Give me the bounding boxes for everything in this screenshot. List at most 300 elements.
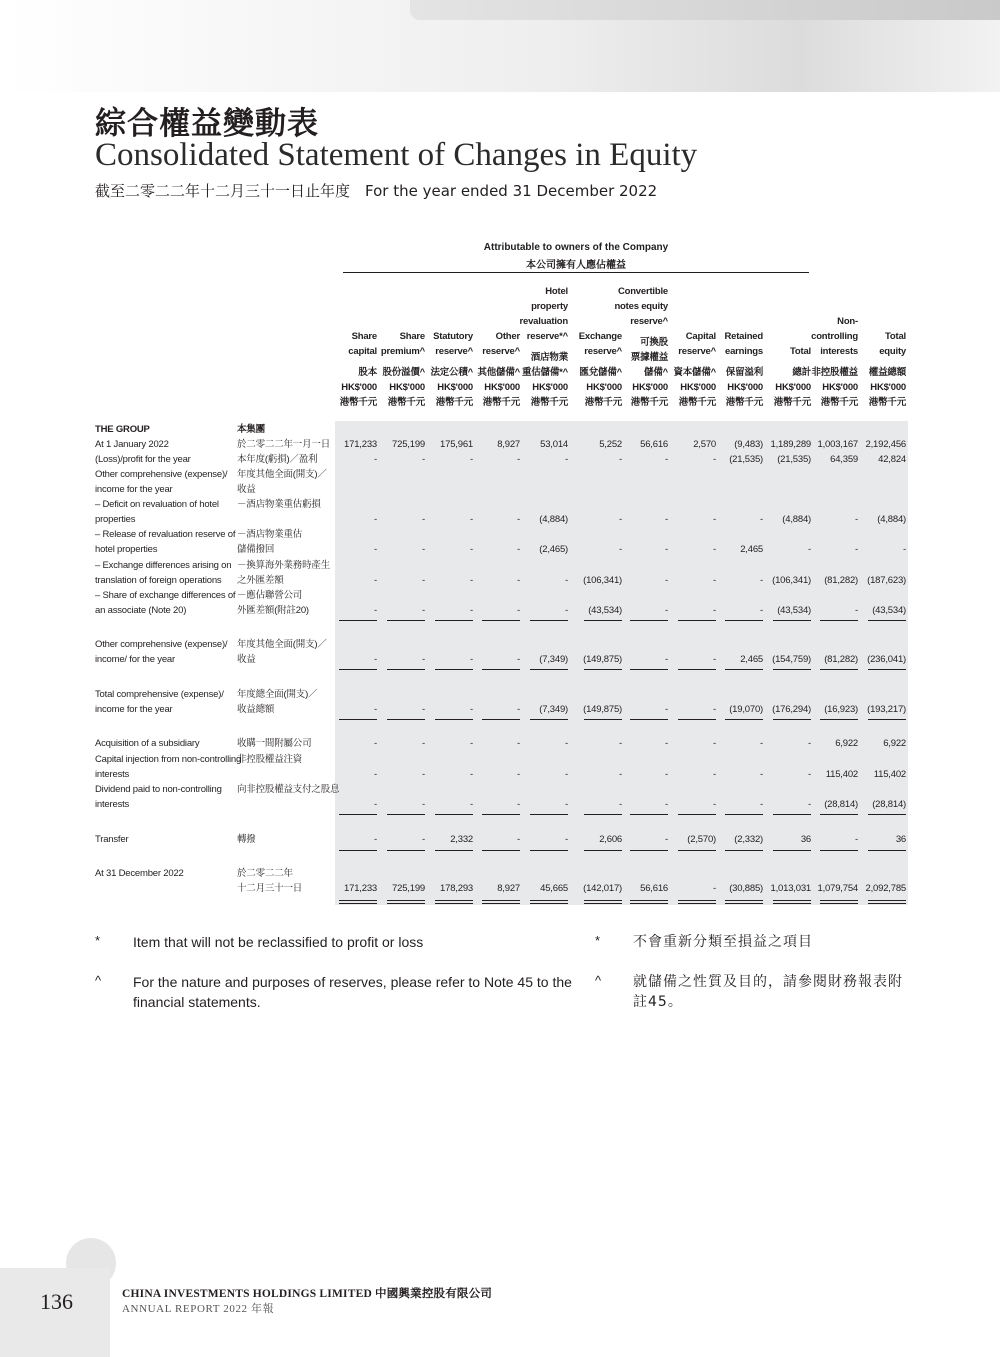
column-header-zh-line: 港幣千元 xyxy=(678,397,716,408)
column-rule xyxy=(725,669,763,670)
table-cell: - xyxy=(903,544,906,555)
table-cell: - xyxy=(808,738,811,749)
column-header-zh-line: 港幣千元 xyxy=(820,397,858,408)
table-cell: - xyxy=(665,575,668,586)
table-cell: - xyxy=(470,738,473,749)
column-rule xyxy=(678,850,716,851)
table-cell: 36 xyxy=(895,834,906,845)
note-text-zh: 就儲備之性質及目的，請參閱財務報表附註45。 xyxy=(633,974,903,1010)
row-label-en: Other comprehensive (expense)/ xyxy=(95,469,228,480)
column-header-zh-line: 權益總額 xyxy=(868,367,906,378)
table-cell: - xyxy=(760,605,763,616)
column-header-zh-line: 港幣千元 xyxy=(339,397,377,408)
row-label-zh: 收購一間附屬公司 xyxy=(237,738,312,749)
table-cell: 1,013,031 xyxy=(770,883,811,894)
column-header-zh-line: 港幣千元 xyxy=(435,397,473,408)
column-rule xyxy=(773,620,811,621)
column-header-zh-line: 酒店物業 xyxy=(530,352,568,363)
table-cell: - xyxy=(374,544,377,555)
column-header-zh-line: HK$'000 xyxy=(389,382,425,393)
column-double-rule xyxy=(482,900,520,904)
column-header-en-line: Capital xyxy=(685,331,716,342)
row-label-en: Transfer xyxy=(95,834,129,845)
table-cell: - xyxy=(808,544,811,555)
attributable-heading-zh: 本公司擁有人應佔權益 xyxy=(526,260,626,271)
table-cell: 2,092,785 xyxy=(865,883,906,894)
table-cell: (21,535) xyxy=(777,454,811,465)
table-cell: - xyxy=(855,605,858,616)
note-mark-en: * xyxy=(95,933,101,948)
column-header-zh-line: 股本 xyxy=(358,367,377,378)
row-label-zh: 十二月三十一日 xyxy=(237,883,303,894)
column-rule xyxy=(678,669,716,670)
table-cell: 175,961 xyxy=(440,439,473,450)
column-header-zh-line: HK$'000 xyxy=(532,382,568,393)
column-rule xyxy=(773,814,811,815)
row-label-zh: 收益總額 xyxy=(237,704,275,715)
column-header-en-line: Non- xyxy=(837,316,858,327)
table-cell: - xyxy=(619,514,622,525)
column-rule xyxy=(339,719,377,720)
table-cell: - xyxy=(713,454,716,465)
table-cell: - xyxy=(517,514,520,525)
table-cell: 115,402 xyxy=(825,769,858,780)
column-rule xyxy=(820,620,858,621)
column-rule xyxy=(584,814,622,815)
row-label-zh: 收益 xyxy=(237,654,256,665)
column-rule xyxy=(530,620,568,621)
row-label-zh: 儲備撥回 xyxy=(237,544,275,555)
column-rule xyxy=(868,620,906,621)
table-cell: (193,217) xyxy=(867,704,906,715)
table-cell: (2,570) xyxy=(687,834,716,845)
table-cell: 1,189,289 xyxy=(770,439,811,450)
column-rule xyxy=(725,814,763,815)
column-rule xyxy=(482,669,520,670)
column-header-zh-line: 港幣千元 xyxy=(773,397,811,408)
column-rule xyxy=(820,850,858,851)
row-label-zh: 非控股權益注資 xyxy=(237,754,303,765)
column-rule xyxy=(725,850,763,851)
table-cell: 171,233 xyxy=(344,439,377,450)
table-cell: - xyxy=(374,654,377,665)
column-header-zh-line: HK$'000 xyxy=(870,382,906,393)
table-cell: - xyxy=(374,454,377,465)
table-cell: 1,079,754 xyxy=(817,883,858,894)
column-rule xyxy=(435,814,473,815)
row-label-en: – Release of revaluation reserve of xyxy=(95,529,236,540)
column-rule xyxy=(678,620,716,621)
table-cell: (106,341) xyxy=(583,575,622,586)
column-rule xyxy=(482,814,520,815)
table-cell: - xyxy=(422,654,425,665)
table-cell: - xyxy=(665,544,668,555)
table-cell: 6,922 xyxy=(835,738,858,749)
column-header-en-line: reserve^ xyxy=(435,346,473,357)
column-double-rule xyxy=(387,900,425,904)
column-rule xyxy=(773,719,811,720)
column-rule xyxy=(820,814,858,815)
column-rule xyxy=(530,850,568,851)
table-cell: - xyxy=(760,799,763,810)
column-header-zh-line: 重估儲備*^ xyxy=(521,367,568,378)
column-header-en-line: notes equity xyxy=(614,301,668,312)
attributable-heading-en: Attributable to owners of the Company xyxy=(483,242,669,253)
column-rule xyxy=(435,850,473,851)
row-label-zh: －酒店物業重估 xyxy=(237,529,303,540)
column-header-zh-line: HK$'000 xyxy=(680,382,716,393)
note-text-zh: 不會重新分類至損益之項目 xyxy=(633,934,813,950)
row-label-zh: 於二零二二年一月一日 xyxy=(237,439,331,450)
table-cell: (2,465) xyxy=(539,544,568,555)
column-rule xyxy=(530,814,568,815)
table-cell: 56,616 xyxy=(640,883,668,894)
table-cell: - xyxy=(374,514,377,525)
row-label-zh: 外匯差額(附註20) xyxy=(237,605,309,616)
column-header-zh-line: 儲備^ xyxy=(644,367,668,378)
column-header-zh-line: HK$'000 xyxy=(437,382,473,393)
table-cell: - xyxy=(517,605,520,616)
row-label-zh: 本年度(虧損)／盈利 xyxy=(237,454,318,465)
table-cell: 6,922 xyxy=(883,738,906,749)
table-cell: - xyxy=(422,544,425,555)
table-cell: - xyxy=(713,514,716,525)
column-header-en-line: reserve*^ xyxy=(526,331,568,342)
column-rule xyxy=(725,620,763,621)
table-cell: - xyxy=(470,454,473,465)
column-header-en-line: Retained xyxy=(724,331,763,342)
row-label-en: an associate (Note 20) xyxy=(95,605,187,616)
column-rule xyxy=(630,850,668,851)
row-label-zh: －應佔聯營公司 xyxy=(237,590,303,601)
column-header-zh-line: 可換股 xyxy=(640,337,668,348)
table-cell: - xyxy=(517,738,520,749)
table-cell: (4,884) xyxy=(782,514,811,525)
table-cell: - xyxy=(374,769,377,780)
table-cell: - xyxy=(713,883,716,894)
table-cell: 115,402 xyxy=(873,769,906,780)
note-mark-zh: ^ xyxy=(595,973,602,988)
column-header-en-line: premium^ xyxy=(380,346,425,357)
table-cell: (7,349) xyxy=(539,654,568,665)
table-cell: 2,192,456 xyxy=(865,439,906,450)
table-cell: - xyxy=(619,454,622,465)
table-cell: 2,606 xyxy=(599,834,622,845)
column-rule xyxy=(387,620,425,621)
table-cell: - xyxy=(470,704,473,715)
table-cell: - xyxy=(855,544,858,555)
column-header-en-line: capital xyxy=(348,346,377,357)
table-cell: - xyxy=(374,704,377,715)
table-cell: - xyxy=(713,704,716,715)
column-rule xyxy=(725,719,763,720)
table-cell: - xyxy=(374,738,377,749)
column-rule xyxy=(630,814,668,815)
table-cell: (149,875) xyxy=(583,654,622,665)
table-cell: 8,927 xyxy=(497,439,520,450)
row-label-en: income for the year xyxy=(95,704,173,715)
row-label-en: translation of foreign operations xyxy=(95,575,222,586)
table-cell: - xyxy=(665,514,668,525)
column-rule xyxy=(387,669,425,670)
table-cell: - xyxy=(760,738,763,749)
column-rule xyxy=(339,620,377,621)
row-label-en: Other comprehensive (expense)/ xyxy=(95,639,228,650)
table-cell: 1,003,167 xyxy=(817,439,858,450)
row-label-en: – Share of exchange differences of xyxy=(95,590,236,601)
row-label-zh: 之外匯差額 xyxy=(237,575,284,586)
column-header-en xyxy=(879,329,906,359)
column-rule xyxy=(584,850,622,851)
column-double-rule xyxy=(773,900,811,904)
column-header-zh-line: HK$'000 xyxy=(822,382,858,393)
table-cell: (28,814) xyxy=(824,799,858,810)
table-cell: - xyxy=(422,769,425,780)
table-cell: - xyxy=(517,834,520,845)
table-cell: 171,233 xyxy=(344,883,377,894)
row-label-en: Dividend paid to non-controlling xyxy=(95,784,222,795)
column-header-zh-line: 保留溢利 xyxy=(725,367,763,378)
table-cell: - xyxy=(808,769,811,780)
table-cell: - xyxy=(760,769,763,780)
table-cell: (19,070) xyxy=(729,704,763,715)
note-mark-en: ^ xyxy=(95,973,102,988)
table-cell: - xyxy=(470,799,473,810)
table-cell: 8,927 xyxy=(497,883,520,894)
table-cell: - xyxy=(619,799,622,810)
table-cell: - xyxy=(855,834,858,845)
column-header-en-line: Other xyxy=(495,331,520,342)
column-header-en-line: controlling xyxy=(811,331,858,342)
column-rule xyxy=(868,669,906,670)
column-rule xyxy=(868,850,906,851)
column-header-en-line: reserve^ xyxy=(584,346,622,357)
table-cell: - xyxy=(565,454,568,465)
column-header-zh-line: 港幣千元 xyxy=(387,397,425,408)
table-cell: 5,252 xyxy=(599,439,622,450)
column-header-en-line: interests xyxy=(820,346,858,357)
table-cell: - xyxy=(470,514,473,525)
row-label-en: (Loss)/profit for the year xyxy=(95,454,191,465)
table-cell: - xyxy=(517,454,520,465)
row-label-zh: －酒店物業重估虧損 xyxy=(237,499,321,510)
column-header-en-line: reserve^ xyxy=(482,346,520,357)
column-double-rule xyxy=(630,900,668,904)
column-header-en-line: earnings xyxy=(725,346,763,357)
column-rule xyxy=(630,719,668,720)
table-cell: 36 xyxy=(800,834,811,845)
table-cell: - xyxy=(713,799,716,810)
table-cell: - xyxy=(713,544,716,555)
table-cell: (43,534) xyxy=(777,605,811,616)
table-cell: - xyxy=(565,575,568,586)
header-band-accent xyxy=(410,0,1000,20)
table-cell: 2,465 xyxy=(740,654,763,665)
table-cell: (43,534) xyxy=(872,605,906,616)
table-cell: 2,570 xyxy=(693,439,716,450)
table-cell: (21,535) xyxy=(729,454,763,465)
footer-company: CHINA INVESTMENTS HOLDINGS LIMITED 中國興業控股有限公司 xyxy=(122,1288,493,1300)
table-cell: - xyxy=(760,514,763,525)
column-header-zh-line: 匯兌儲備^ xyxy=(579,367,622,378)
table-cell: - xyxy=(517,769,520,780)
table-cell: - xyxy=(517,704,520,715)
row-label-en: Total comprehensive (expense)/ xyxy=(95,689,224,700)
row-label-en: income/ for the year xyxy=(95,654,175,665)
row-label-en: properties xyxy=(95,514,136,525)
column-rule xyxy=(435,719,473,720)
table-cell: - xyxy=(470,654,473,665)
column-rule xyxy=(820,719,858,720)
column-header-zh-line: 其他儲備^ xyxy=(477,367,520,378)
column-header-zh-line: HK$'000 xyxy=(586,382,622,393)
column-header-zh-line: 資本儲備^ xyxy=(673,367,716,378)
table-cell: 2,332 xyxy=(450,834,473,845)
table-cell: (106,341) xyxy=(772,575,811,586)
row-label-en: At 1 January 2022 xyxy=(95,439,169,450)
column-rule xyxy=(435,620,473,621)
column-double-rule xyxy=(339,900,377,904)
page-title-en: Consolidated Statement of Changes in Equity xyxy=(95,137,698,173)
column-rule xyxy=(482,620,520,621)
table-cell: - xyxy=(470,605,473,616)
table-cell: 725,199 xyxy=(392,883,425,894)
table-cell: - xyxy=(665,454,668,465)
table-cell: (43,534) xyxy=(588,605,622,616)
row-label-en: At 31 December 2022 xyxy=(95,868,184,879)
table-cell: - xyxy=(470,769,473,780)
column-rule xyxy=(339,669,377,670)
table-cell: 42,824 xyxy=(878,454,906,465)
column-header-en-line: revaluation xyxy=(519,316,568,327)
table-cell: (81,282) xyxy=(824,654,858,665)
column-header-en-line: Share xyxy=(351,331,377,342)
table-cell: (236,041) xyxy=(867,654,906,665)
table-cell: - xyxy=(713,575,716,586)
row-label-zh: 年度其他全面(開支)／ xyxy=(237,469,327,480)
table-cell: (4,884) xyxy=(877,514,906,525)
table-cell: - xyxy=(470,544,473,555)
column-header-zh xyxy=(869,365,906,410)
table-cell: - xyxy=(665,799,668,810)
column-double-rule xyxy=(725,900,763,904)
column-rule xyxy=(387,719,425,720)
row-label-zh: －換算海外業務時產生 xyxy=(237,560,331,571)
row-label-en: hotel properties xyxy=(95,544,158,555)
table-cell: - xyxy=(713,769,716,780)
row-label-zh: 年度總全面(開支)／ xyxy=(237,689,318,700)
column-rule xyxy=(773,669,811,670)
column-header-en-line: equity xyxy=(879,346,906,357)
column-double-rule xyxy=(530,900,568,904)
column-rule xyxy=(678,814,716,815)
column-header-zh-line: HK$'000 xyxy=(484,382,520,393)
table-cell: - xyxy=(422,605,425,616)
table-cell: - xyxy=(855,514,858,525)
column-header-zh-line: 總計 xyxy=(792,367,811,378)
column-header-zh-line: 港幣千元 xyxy=(530,397,568,408)
table-cell: - xyxy=(665,605,668,616)
table-cell: (187,623) xyxy=(867,575,906,586)
row-label-en: interests xyxy=(95,799,130,810)
table-cell: - xyxy=(565,834,568,845)
table-cell: - xyxy=(565,769,568,780)
row-label-en: Capital injection from non-controlling xyxy=(95,754,242,765)
row-label-en: – Deficit on revaluation of hotel xyxy=(95,499,219,510)
column-double-rule xyxy=(820,900,858,904)
table-cell: (7,349) xyxy=(539,704,568,715)
column-header-zh-line: 股份溢價^ xyxy=(382,367,425,378)
table-cell: (9,483) xyxy=(734,439,763,450)
column-double-rule xyxy=(868,900,906,904)
table-cell: (142,017) xyxy=(583,883,622,894)
table-cell: - xyxy=(619,738,622,749)
column-rule xyxy=(387,814,425,815)
table-cell: - xyxy=(619,544,622,555)
table-cell: - xyxy=(422,514,425,525)
footer-report: ANNUAL REPORT 2022 年報 xyxy=(122,1303,275,1315)
table-cell: 56,616 xyxy=(640,439,668,450)
column-header xyxy=(826,210,906,410)
table-cell: - xyxy=(374,799,377,810)
column-header-zh-line: 港幣千元 xyxy=(584,397,622,408)
table-cell: - xyxy=(665,654,668,665)
table-cell: - xyxy=(665,769,668,780)
column-header-zh-line: HK$'000 xyxy=(775,382,811,393)
column-rule xyxy=(530,719,568,720)
row-label-en: THE GROUP xyxy=(95,424,150,435)
column-rule xyxy=(339,850,377,851)
table-cell: - xyxy=(422,575,425,586)
note-text-en: Item that will not be reclassified to profit or loss xyxy=(133,934,424,950)
row-label-zh: 於二零二二年 xyxy=(237,868,293,879)
table-cell: - xyxy=(760,575,763,586)
table-cell: - xyxy=(422,704,425,715)
column-rule xyxy=(387,850,425,851)
note-text-en: For the nature and purposes of reserves, please refer to Note 45 to the financial statements. xyxy=(133,974,572,1010)
column-header-zh-line: 港幣千元 xyxy=(630,397,668,408)
column-header-en-line: Statutory xyxy=(433,331,473,342)
table-cell: - xyxy=(619,769,622,780)
column-rule xyxy=(678,719,716,720)
table-cell: 53,014 xyxy=(540,439,568,450)
column-header-zh-line: 票據權益 xyxy=(630,352,668,363)
column-header-zh-line: HK$'000 xyxy=(727,382,763,393)
row-label-zh: 轉撥 xyxy=(237,834,256,845)
column-rule xyxy=(630,620,668,621)
row-label-en: income for the year xyxy=(95,484,173,495)
table-cell: (28,814) xyxy=(872,799,906,810)
column-rule xyxy=(482,850,520,851)
column-header-en-line: property xyxy=(531,301,568,312)
column-header-en-line: Total xyxy=(790,346,811,357)
table-cell: (81,282) xyxy=(824,575,858,586)
page-title-zh: 綜合權益變動表 xyxy=(95,106,319,142)
row-label-en: – Exchange differences arising on xyxy=(95,560,232,571)
column-rule xyxy=(868,814,906,815)
column-header-zh-line: 港幣千元 xyxy=(868,397,906,408)
table-cell: 64,359 xyxy=(830,454,858,465)
column-double-rule xyxy=(678,900,716,904)
column-rule xyxy=(630,669,668,670)
page-subtitle: 截至二零二二年十二月三十一日止年度 For the year ended 31 December 2022 xyxy=(95,182,658,200)
column-header-en-line: Hotel xyxy=(545,286,568,297)
page-number: 136 xyxy=(40,1289,73,1314)
table-cell: (2,332) xyxy=(734,834,763,845)
column-rule xyxy=(773,850,811,851)
row-label-zh: 收益 xyxy=(237,484,256,495)
column-rule xyxy=(584,719,622,720)
